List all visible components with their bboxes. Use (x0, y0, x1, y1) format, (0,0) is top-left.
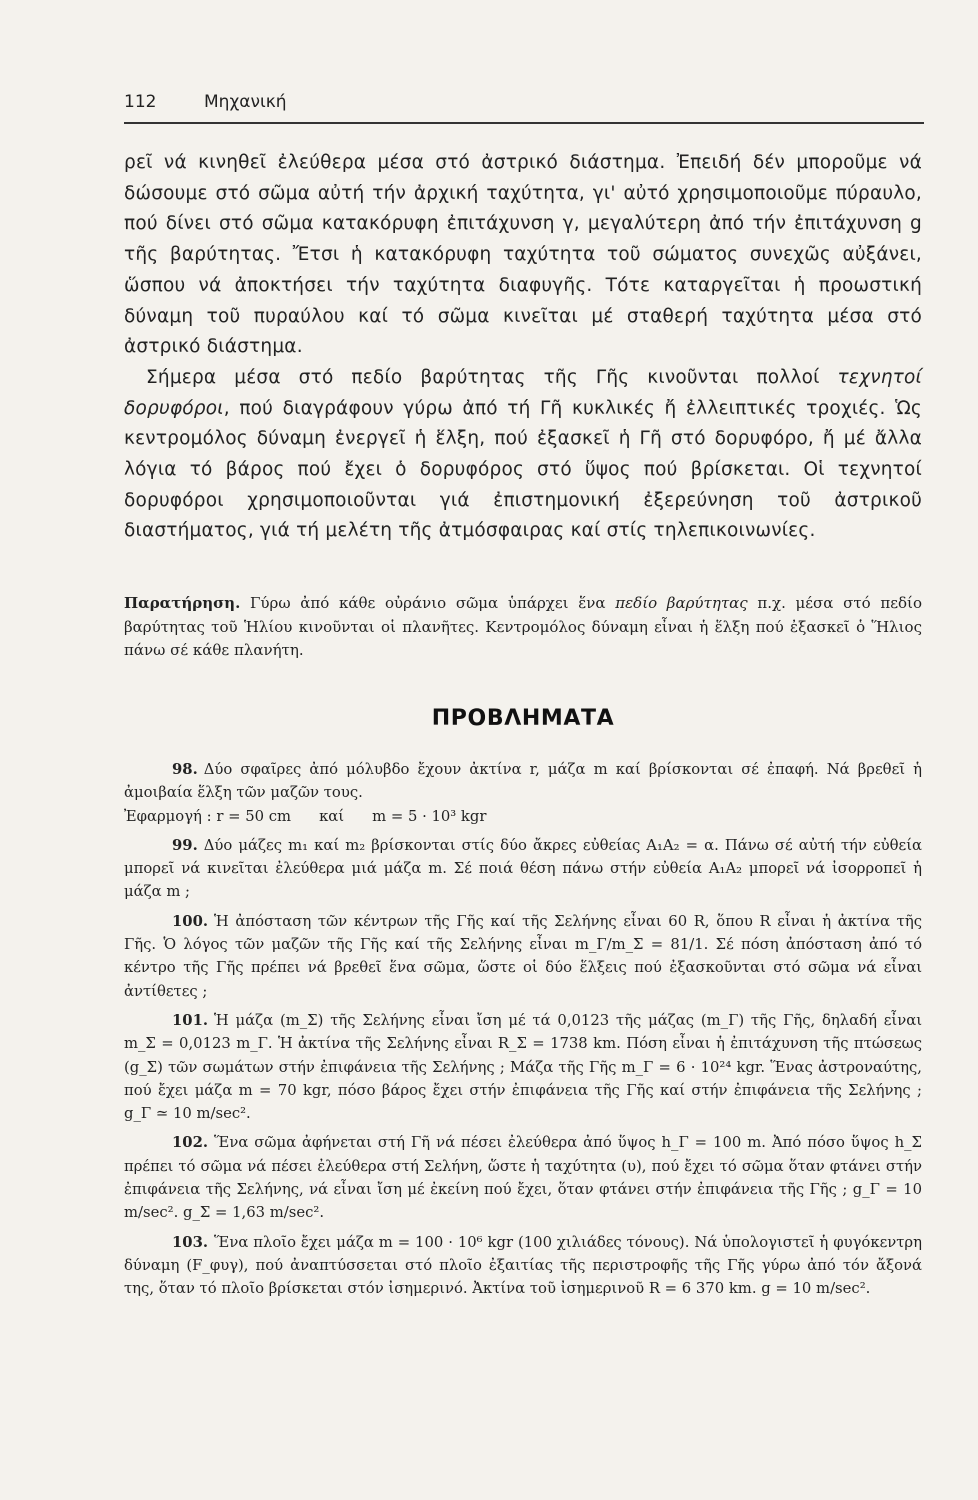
problem-number: 102. (172, 1134, 209, 1152)
paragraph-2 (124, 363, 922, 547)
application-line (124, 805, 922, 828)
problems-heading: ΠΡΟΒΛΗΜΑΤΑ (431, 706, 615, 731)
running-title: Μηχανική (204, 92, 287, 112)
header-rule (124, 122, 924, 124)
problem-text: Δύο σφαῖρες ἀπό μόλυβδο ἔχουν ἀκτίνα r, μάζα m καί βρίσκονται σέ ἐπαφή. Νά βρεθεῖ ἡ ἀμοιβαία ἕλξη τῶν μαζῶν τους. (124, 761, 922, 802)
note-paragraph (124, 592, 922, 663)
page-header (124, 90, 924, 126)
problem-number: 100. (172, 912, 209, 930)
problem-text: Ἡ ἀπόσταση τῶν κέντρων τῆς Γῆς καί τῆς Σελήνης εἶναι 60 R, ὅπου R εἶναι ἡ ἀκτίνα τῆς Γῆς. Ὁ λόγος τῶν μαζῶν τῆς Γῆς καί τῆς Σελήνης εἶναι m_Γ/m_Σ = 81/1. Σέ πόση ἀπόσταση ἀπό τό κέντρο τῆς Γῆς πρέπει νά βρεθεῖ ἕνα σῶμα, ὥστε οἱ δύο ἕλξεις πού ἐξασκοῦνται στό σῶμα νά εἶναι ἀντίθετες ; (124, 912, 922, 1000)
problem-101 (124, 1009, 922, 1125)
note-block (124, 592, 922, 663)
main-text (124, 148, 922, 547)
problem-103 (124, 1231, 922, 1301)
paragraph-1: ρεῖ νά κινηθεῖ ἐλεύθερα μέσα στό ἀστρικό διάστημα. Ἐπειδή δέν μποροῦμε νά δώσουμε στό σῶμα αὐτή τήν ἀρχική ταχύτητα, γι' αὐτό χρησιμοποιοῦμε πύραυλο, πού δίνει στό σῶμα κατακόρυφη ἐπιτάχυνση γ, μεγαλύτερη ἀπό τήν ἐπιτάχυνση g τῆς βαρύτητας. Ἔτσι ἡ κατακόρυφη ταχύτητα τοῦ σώματος συνεχῶς αὐξάνει, ὥσπου νά ἀποκτήσει τήν ταχύτητα διαφυγῆς. Τότε καταργεῖται ἡ προωστική δύναμη τοῦ πυραύλου καί τό σῶμα κινεῖται μέ σταθερή ταχύτητα μέσα στό ἀστρικό διάστημα. (124, 152, 922, 358)
note-text-start: Γύρω ἀπό κάθε οὐράνιο σῶμα ὑπάρχει ἕνα (240, 594, 616, 612)
problems-list (124, 758, 922, 1301)
problem-number: 101. (172, 1011, 209, 1029)
problem-text: Ἡ μάζα (m_Σ) τῆς Σελήνης εἶναι ἴση μέ τά 0,0123 τῆς μάζας (m_Γ) τῆς Γῆς, δηλαδή εἶναι m_Σ = 0,0123 m_Γ. Ἡ ἀκτίνα τῆς Σελήνης εἶναι R_Σ = 1738 km. Πόση εἶναι ἡ ἐπιτάχυνση τῆς πτώσεως (g_Σ) τῶν σωμάτων στήν ἐπιφάνεια τῆς Σελήνης ; Μάζα τῆς Γῆς m_Γ = 6 · 10²⁴ kgr. Ἕνας ἀστροναύτης, πού ἔχει μάζα m = 70 kgr, πόσο βάρος ἔχει στήν ἐπιφάνεια τῆς Γῆς καί στήν ἐπιφάνεια τῆς Σελήνης ; g_Γ ≃ 10 m/sec². (124, 1011, 922, 1123)
paragraph-2-start: Σήμερα μέσα στό πεδίο βαρύτητας τῆς Γῆς κινοῦνται πολλοί (146, 366, 838, 388)
problem-text: Δύο μάζες m₁ καί m₂ βρίσκονται στίς δύο ἄκρες εὐθείας A₁A₂ = α. Πάνω σέ αὐτή τήν εὐθεία μπορεῖ νά κινεῖται ἐλεύθερα μιά μάζα m. Σέ ποιά θέση πάνω στήν εὐθεία A₁A₂ μπορεῖ νά ἰσορροπεῖ ἡ μάζα m ; (124, 836, 922, 901)
note-label: Παρατήρηση. (124, 594, 241, 612)
note-text-italic: πεδίο βαρύτητας (615, 594, 748, 612)
problem-100 (124, 910, 922, 1003)
problem-99 (124, 834, 922, 904)
page-number: 112 (124, 92, 157, 112)
problem-102 (124, 1131, 922, 1224)
application-r: r = 50 cm (216, 807, 292, 825)
application-m: m = 5 · 10³ kgr (372, 807, 487, 825)
problem-text: Ἕνα σῶμα ἀφήνεται στή Γῆ νά πέσει ἐλεύθερα ἀπό ὕψος h_Γ = 100 m. Ἀπό πόσο ὕψος h_Σ πρέπει τό σῶμα νά πέσει ἐλεύθερα στή Σελήνη, ὥστε ἡ ταχύτητα (υ), πού ἔχει τό σῶμα ὅταν φτάνει στήν ἐπιφάνεια τῆς Σελήνης, νά εἶναι ἴση μέ ἐκείνη πού ἔχει, ὅταν φτάνει στήν ἐπιφάνεια τῆς Γῆς ; g_Γ = 10 m/sec². g_Σ = 1,63 m/sec². (124, 1134, 922, 1222)
application-and: καί (319, 807, 345, 825)
problem-number: 99. (172, 836, 198, 854)
paragraph-2-end: , πού διαγράφουν γύρω ἀπό τή Γῆ κυκλικές ἤ ἐλλειπτικές τροχιές. Ὡς κεντρομόλος δύναμη ἐνεργεῖ ἡ ἕλξη, πού ἐξασκεῖ ἡ Γῆ στό δορυφόρο, ἤ μέ ἄλλα λόγια τό βάρος πού ἔχει ὁ δορυφόρος στό ὕψος πού βρίσκεται. Οἱ τεχνητοί δορυφόροι χρησιμοποιοῦνται γιά ἐπιστημονική ἐξερεύνηση τοῦ ἀστρικοῦ διαστήματος, γιά τή μελέτη τῆς ἀτμόσφαιρας καί στίς τηλεπικοινωνίες. (124, 397, 922, 542)
problem-text: Ἕνα πλοῖο ἔχει μάζα m = 100 · 10⁶ kgr (100 χιλιάδες τόνους). Νά ὑπολογιστεῖ ἡ φυγόκεντρη δύναμη (F_φυγ), πού ἀναπτύσσεται στό πλοῖο ἐξαιτίας τῆς περιστροφῆς τῆς Γῆς γύρω ἀπό τόν ἄξονά της, ὅταν τό πλοῖο βρίσκεται στόν ἰσημερινό. Ἀκτίνα τοῦ ἰσημερινοῦ R = 6 370 km. g = 10 m/sec². (124, 1233, 922, 1298)
problem-number: 103. (172, 1233, 209, 1251)
problem-number: 98. (172, 761, 198, 778)
paragraph-2-italic: τεχνητοί δορυφόροι (124, 366, 922, 419)
problem-98 (124, 758, 922, 828)
application-label: Ἐφαρμογή : (124, 807, 212, 825)
note-text-end: π.χ. μέσα στό πεδίο βαρύτητας τοῦ Ἡλίου κινοῦνται οἱ πλανῆτες. Κεντρομόλος δύναμη εἶναι ἡ ἕλξη πού ἐξασκεῖ ὁ Ἥλιος πάνω σέ κάθε πλανήτη. (124, 594, 922, 659)
